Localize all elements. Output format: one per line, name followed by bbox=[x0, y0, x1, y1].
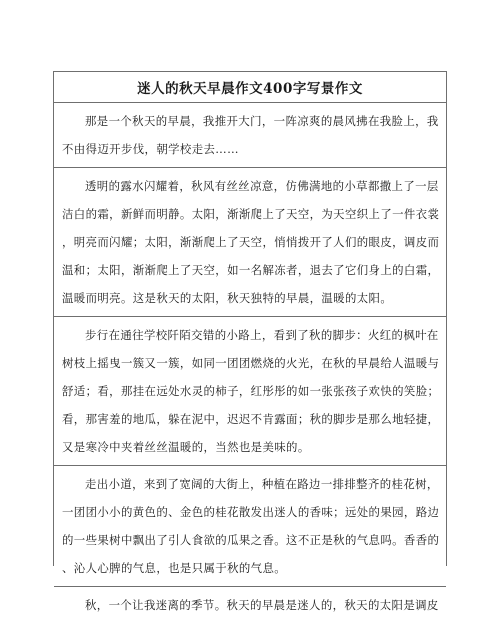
paragraph-line: 走出小道，来到了宽阔的大街上，种植在路边一排排整齐的桂花树， bbox=[85, 477, 439, 491]
paragraph-line: 的一些果树中飘出了引人食欲的瓜果之香。这不正是秋的气息吗。香香的 bbox=[62, 533, 440, 547]
paragraph-line: 洁白的霜，新鲜而明静。太阳，渐渐爬上了天空，为天空织上了一件衣裳 bbox=[62, 207, 440, 221]
paragraph-line: 温暖而明亮。这是秋天的太阳，秋天独特的早晨，温暖的太阳。 bbox=[62, 291, 393, 305]
title-row bbox=[54, 72, 446, 103]
paragraph-5 bbox=[54, 587, 446, 623]
paragraph-2 bbox=[54, 168, 446, 317]
paragraph-line: 、沁人心脾的气息，也是只属于秋的气息。 bbox=[62, 561, 287, 575]
paragraph-line: 看，那害羞的地瓜，躲在泥中，迟迟不肯露面；秋的脚步是那么地轻捷， bbox=[62, 412, 440, 426]
paragraph-line: 又是寒冷中夹着丝丝温暖的，当然也是美味的。 bbox=[62, 440, 310, 454]
essay-title: 迷人的秋天早晨作文400字写景作文 bbox=[137, 81, 363, 97]
paragraph-4 bbox=[54, 466, 446, 587]
paragraph-1 bbox=[54, 103, 446, 168]
paragraph-line: 舒适；看，那挂在远处水灵的柿子，红彤彤的如一张张孩子欢快的笑脸； bbox=[62, 384, 440, 398]
paragraph-line: ，明亮而闪耀；太阳，渐渐爬上了天空，悄悄拨开了人们的眼皮，调皮而 bbox=[62, 235, 440, 249]
paragraph-line: 一团团小小的黄色的、金色的桂花散发出迷人的香味；远处的果园，路边 bbox=[62, 505, 440, 519]
paragraph-line: 树枝上摇曳一簇又一簇，如同一团团燃烧的火光，在秋的早晨给人温暖与 bbox=[62, 356, 440, 370]
paragraph-line: 不由得迈开步伐，朝学校走去…… bbox=[62, 142, 239, 156]
paragraph-line: 温和；太阳，渐渐爬上了天空，如一名解冻者，退去了它们身上的白霜， bbox=[62, 263, 440, 277]
paragraph-line: 秋，一个让我迷离的季节。秋天的早晨是迷人的，秋天的太阳是调皮 bbox=[85, 598, 439, 612]
paragraph-line: 透明的露水闪耀着，秋风有丝丝凉意，仿佛满地的小草都撒上了一层 bbox=[85, 179, 439, 193]
essay-sheet bbox=[53, 71, 447, 612]
paragraph-3 bbox=[54, 317, 446, 466]
paragraph-line: 那是一个秋天的早晨，我推开大门，一阵凉爽的晨风拂在我脸上，我 bbox=[85, 114, 439, 128]
paragraph-line: 步行在通往学校阡陌交错的小路上，看到了秋的脚步：火红的枫叶在 bbox=[85, 328, 439, 342]
